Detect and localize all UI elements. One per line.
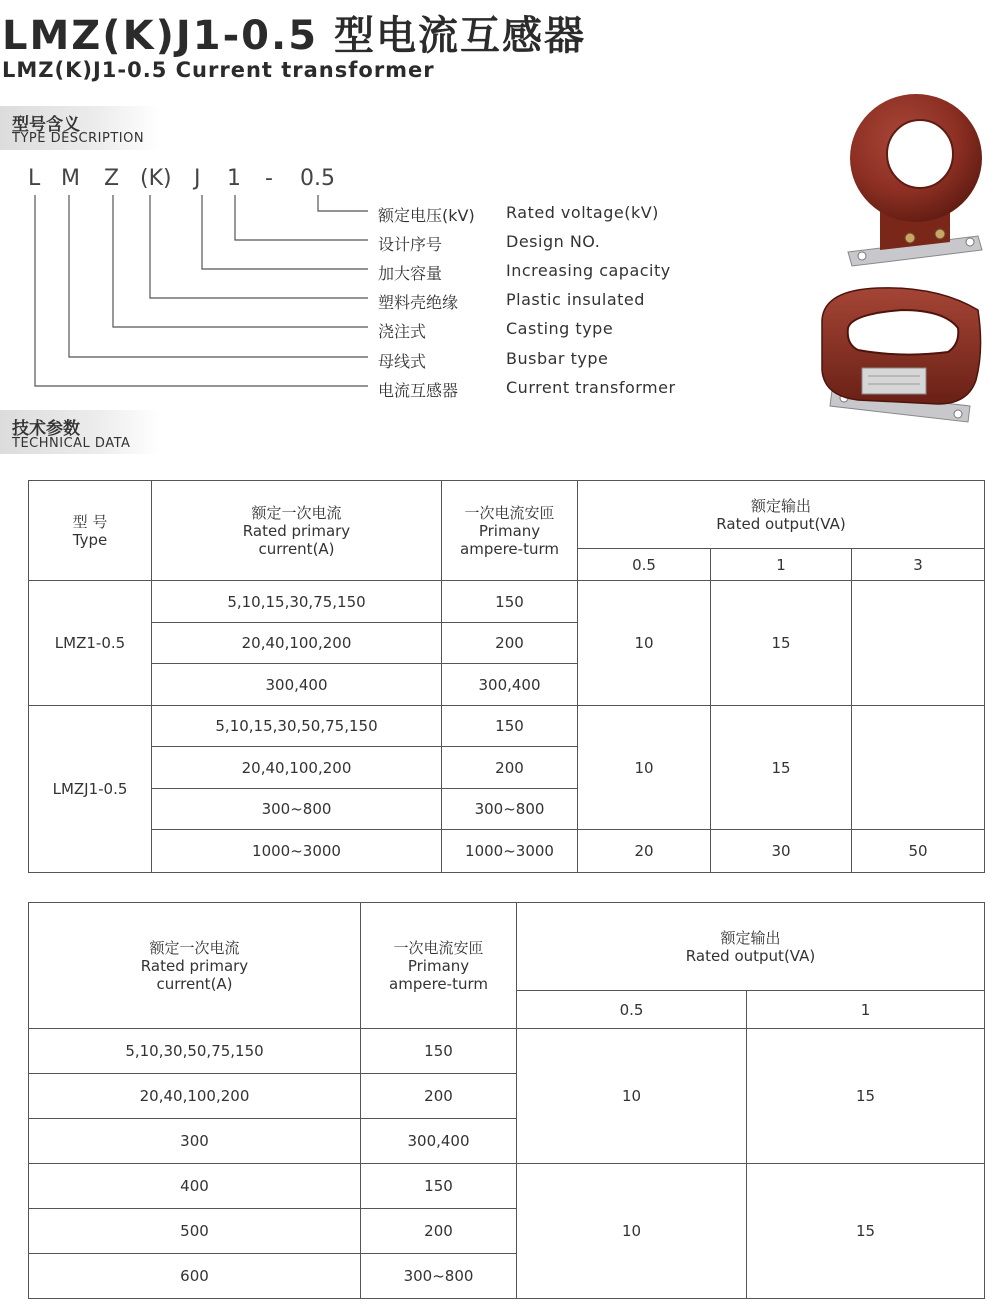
ampere-turn-cell: 300,400 (442, 664, 578, 706)
desc-cn-busbar: 母线式 (378, 352, 427, 371)
ampere-turn-cell: 150 (442, 706, 578, 747)
ampere-turn-cell: 300,400 (361, 1119, 517, 1164)
product-photo-d-ct (818, 280, 986, 430)
spec-table-1 (28, 480, 985, 873)
technical-data-subheading: TECHNICAL DATA (12, 436, 131, 451)
page-subtitle: LMZ(K)J1-0.5 Current transformer (2, 58, 435, 82)
ampere-turn-cell: 1000~3000 (442, 830, 578, 873)
desc-cn-ct: 电流互感器 (378, 381, 459, 400)
output-cell: 50 (852, 830, 985, 873)
current-cell: 300~800 (152, 789, 442, 830)
ampere-turn-cell: 150 (442, 581, 578, 623)
current-cell: 1000~3000 (152, 830, 442, 873)
current-cell: 600 (29, 1254, 361, 1299)
header-ampere-turn: 一次电流安匝 Primany ampere-turm (442, 481, 578, 581)
type-description-heading: 型号含义 (12, 115, 80, 135)
header-rated-current: 额定一次电流 Rated primary current(A) (152, 481, 442, 581)
model-cell: LMZJ1-0.5 (29, 706, 152, 873)
header-ampere-turn: 一次电流安匝 Primany ampere-turm (361, 903, 517, 1029)
current-cell: 20,40,100,200 (29, 1074, 361, 1119)
table-row (29, 706, 985, 747)
ampere-turn-cell: 300~800 (361, 1254, 517, 1299)
current-cell: 20,40,100,200 (152, 747, 442, 789)
code-letter-1: 1 (227, 166, 241, 191)
current-cell: 5,10,30,50,75,150 (29, 1029, 361, 1074)
output-cell: 15 (747, 1029, 985, 1164)
header-rated-output: 额定输出 Rated output(VA) (517, 903, 985, 991)
table-row (29, 581, 985, 623)
desc-cn-voltage: 额定电压(kV) (378, 206, 475, 225)
output-cell: 30 (711, 830, 852, 873)
class-1: 1 (711, 549, 852, 581)
code-letter-k: (K) (140, 166, 172, 191)
output-cell: 15 (711, 706, 852, 830)
code-letter-m: M (61, 166, 80, 191)
current-cell: 300,400 (152, 664, 442, 706)
ampere-turn-cell: 150 (361, 1164, 517, 1209)
nameplate (862, 368, 926, 394)
desc-cn-casting: 浇注式 (378, 322, 427, 341)
technical-data-heading: 技术参数 (12, 419, 80, 439)
current-cell: 500 (29, 1209, 361, 1254)
product-photo-round-ct (838, 90, 988, 270)
desc-cn-capacity: 加大容量 (378, 264, 443, 283)
output-cell: 20 (578, 830, 711, 873)
desc-en-capacity: Increasing capacity (506, 261, 671, 280)
code-letter-j: J (194, 166, 201, 191)
page-title: LMZ(K)J1-0.5 型电流互感器 (2, 13, 586, 59)
spec-table-2 (28, 902, 985, 1299)
class-1: 1 (747, 991, 985, 1029)
output-cell: 10 (578, 706, 711, 830)
code-letter-z: Z (104, 166, 120, 191)
ampere-turn-cell: 150 (361, 1029, 517, 1074)
desc-en-plastic: Plastic insulated (506, 290, 645, 309)
ampere-turn-cell: 200 (361, 1209, 517, 1254)
desc-en-ct: Current transformer (506, 378, 676, 397)
current-cell: 5,10,15,30,50,75,150 (152, 706, 442, 747)
class-3: 3 (852, 549, 985, 581)
current-cell: 300 (29, 1119, 361, 1164)
header-type: 型 号 Type (29, 481, 152, 581)
table-row (29, 830, 985, 873)
current-cell: 20,40,100,200 (152, 623, 442, 664)
ampere-turn-cell: 300~800 (442, 789, 578, 830)
class-0-5: 0.5 (578, 549, 711, 581)
desc-en-busbar: Busbar type (506, 349, 609, 368)
table-row (29, 1029, 985, 1074)
ampere-turn-cell: 200 (361, 1074, 517, 1119)
code-letter-l: L (28, 166, 41, 191)
desc-en-design: Design NO. (506, 232, 601, 251)
output-cell: 15 (711, 581, 852, 706)
table-row (29, 1164, 985, 1209)
code-connector-lines (0, 0, 380, 400)
output-cell-empty (852, 706, 985, 830)
output-cell: 10 (578, 581, 711, 706)
type-description-subheading: TYPE DESCRIPTION (12, 131, 145, 146)
model-cell: LMZ1-0.5 (29, 581, 152, 706)
output-cell: 10 (517, 1164, 747, 1299)
code-letter-dash: - (265, 166, 273, 191)
header-rated-output: 额定输出 Rated output(VA) (578, 481, 985, 549)
output-cell: 10 (517, 1029, 747, 1164)
output-cell-empty (852, 581, 985, 706)
desc-cn-plastic: 塑料壳绝缘 (378, 293, 459, 312)
desc-en-voltage: Rated voltage(kV) (506, 203, 659, 222)
current-cell: 5,10,15,30,75,150 (152, 581, 442, 623)
desc-en-casting: Casting type (506, 319, 614, 338)
desc-cn-design: 设计序号 (378, 235, 443, 254)
ampere-turn-cell: 200 (442, 747, 578, 789)
ampere-turn-cell: 200 (442, 623, 578, 664)
header-rated-current: 额定一次电流 Rated primary current(A) (29, 903, 361, 1029)
output-cell: 15 (747, 1164, 985, 1299)
current-cell: 400 (29, 1164, 361, 1209)
class-0-5: 0.5 (517, 991, 747, 1029)
code-letter-voltage: 0.5 (300, 166, 335, 191)
